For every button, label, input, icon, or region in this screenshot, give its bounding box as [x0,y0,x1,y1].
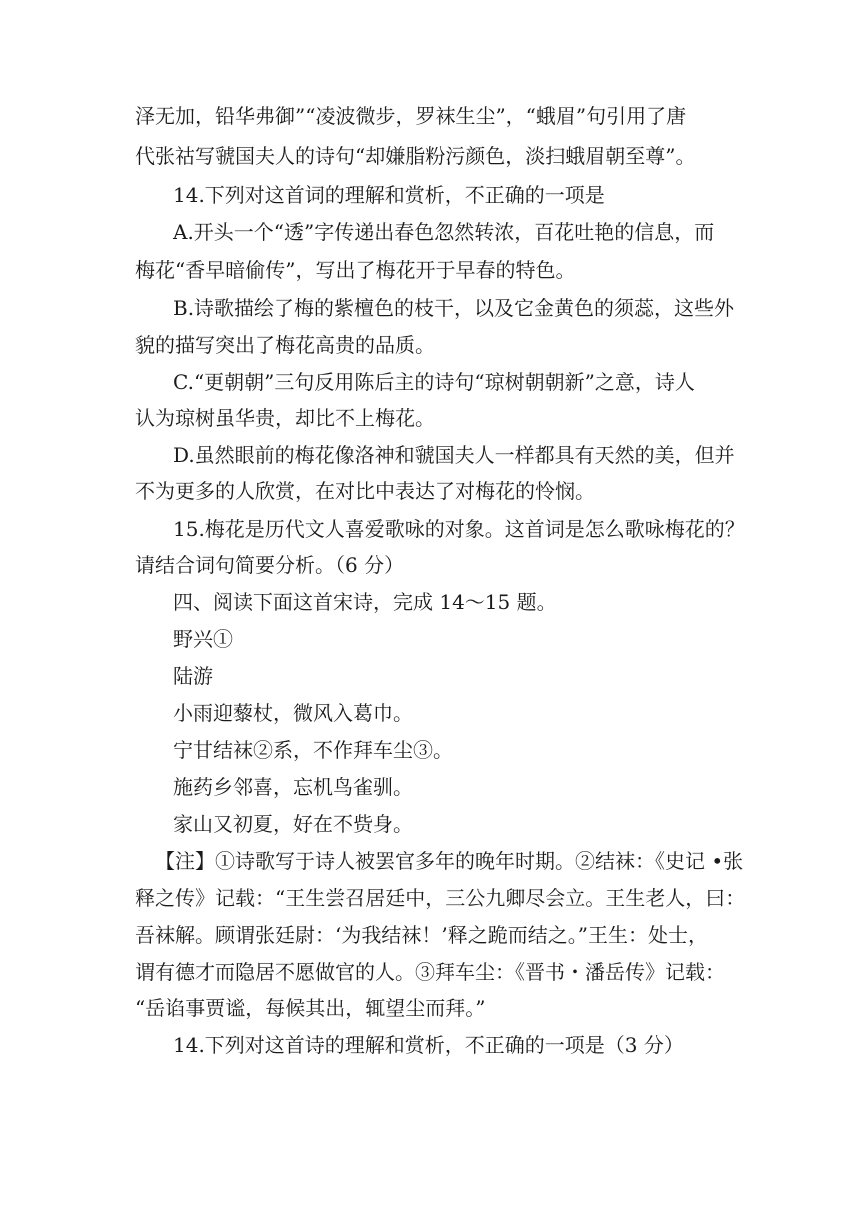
text-line: 梅花“香早暗偷传”，写出了梅花开于早春的特色。 [135,258,576,282]
option-a: A.开头一个“透”字传递出春色忽然转浓，百花吐艳的信息，而 [173,220,715,244]
poem-author: 陆游 [173,664,213,688]
text-line: 吾袜解。顾谓张廷尉：‘为我结袜！’释之跪而结之。”王生：处士， [135,923,708,947]
poem-line: 施药乡邻喜，忘机鸟雀驯。 [173,775,413,799]
text-line: 谓有德才而隐居不愿做官的人。③拜车尘：《晋书・潘岳传》记载： [135,960,725,984]
text-line: 释之传》记载：“王生尝召居廷中，三公九卿尽会立。王生老人，曰： [135,886,746,910]
text-line: 请结合词句简要分析。（6 分） [135,553,405,577]
option-b: B.诗歌描绘了梅的紫檀色的枝干，以及它金黄色的须蕊，这些外 [173,296,735,320]
section-heading: 四、阅读下面这首宋诗，完成 14～15 题。 [173,590,557,614]
poem-line: 宁甘结袜②系，不作拜车尘③。 [173,738,453,762]
text-line: 认为琼树虽华贵，却比不上梅花。 [135,406,435,430]
text-line: 不为更多的人欣赏，在对比中表达了对梅花的怜悯。 [135,479,595,503]
text-line: 貌的描写突出了梅花高贵的品质。 [135,333,435,357]
poem-line: 家山又初夏，好在不赀身。 [173,812,413,836]
text-line: 代张祜写虢国夫人的诗句“却嫌脂粉污颜色，淡扫蛾眉朝至尊”。 [135,144,696,168]
poem-title: 野兴① [173,627,233,651]
question-14-stem: 14.下列对这首诗的理解和赏析，不正确的一项是（3 分） [173,1033,684,1057]
annotation: 【注】①诗歌写于诗人被罢官多年的晚年时期。②结袜：《史记 •张 [155,849,744,873]
text-line: 泽无加，铅华弗御”“凌波微步，罗袜生尘”，“蛾眉”句引用了唐 [135,104,687,128]
question-15-stem: 15.梅花是历代文人喜爱歌咏的对象。这首词是怎么歌咏梅花的？ [173,517,745,541]
option-c: C.“更朝朝”三句反用陈后主的诗句“琼树朝朝新”之意，诗人 [173,370,695,394]
text-line: “岳谄事贾谧，每候其出，辄望尘而拜。” [135,996,486,1020]
poem-line: 小雨迎藜杖，微风入葛巾。 [173,701,413,725]
question-14-stem: 14.下列对这首词的理解和赏析，不正确的一项是 [173,183,605,207]
option-d: D.虽然眼前的梅花像洛神和虢国夫人一样都具有天然的美，但并 [173,443,735,467]
